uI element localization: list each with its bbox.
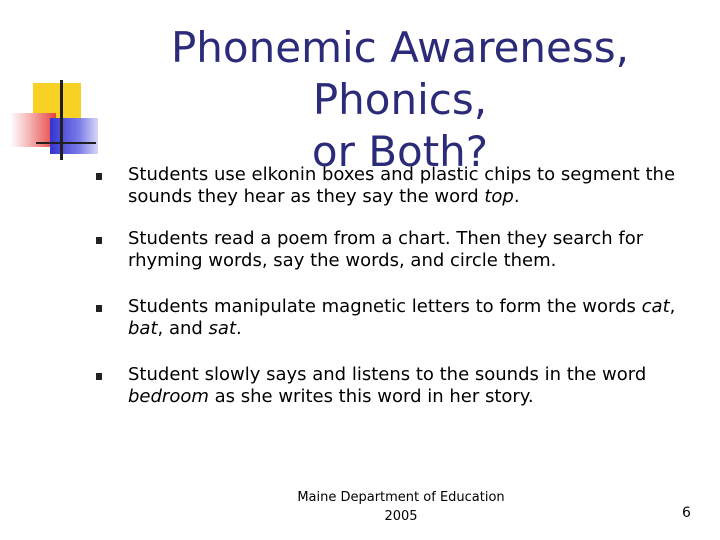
- bullet-3-emphasis-bat: bat: [128, 318, 158, 339]
- footer-line-2: 2005: [384, 509, 418, 524]
- bullet-3-emphasis-sat: sat: [208, 318, 237, 339]
- title-line-2: or Both?: [311, 127, 489, 176]
- bullet-1-end: .: [513, 186, 520, 207]
- bullet-3-emphasis-cat: cat: [641, 296, 670, 317]
- bullet-1-text: Students use elkonin boxes and plastic chips to segment the sounds they hear as they say the word: [128, 164, 676, 207]
- bullet-3-end: .: [236, 318, 242, 339]
- page-number: 6: [682, 505, 691, 521]
- footer: [296, 488, 506, 526]
- bullet-4-text: Student slowly says and listens to the sounds in the word: [128, 364, 647, 385]
- bullet-item-2: [128, 228, 688, 272]
- footer-line-1: Maine Department of Education: [297, 490, 505, 505]
- bullet-4-end: as she writes this word in her story.: [208, 386, 534, 407]
- bullet-2-text: Students read a poem from a chart. Then they search for rhyming words, say the words, and circle them.: [128, 228, 644, 271]
- bullet-item-1: [128, 164, 688, 208]
- bullet-3-and: , and: [157, 318, 209, 339]
- bullet-4-emphasis: bedroom: [128, 386, 209, 407]
- title-line-1: Phonemic Awareness, Phonics,: [170, 23, 629, 124]
- bullet-1-emphasis: top: [484, 186, 514, 207]
- bullet-marker: [96, 173, 102, 180]
- bullet-3-text: Students manipulate magnetic letters to form the words: [128, 296, 642, 317]
- bullet-item-3: [128, 296, 688, 340]
- bullet-marker: [96, 237, 102, 244]
- logo-vertical-line: [60, 80, 63, 160]
- bullet-item-4: [128, 364, 688, 408]
- bullet-3-comma: ,: [669, 296, 676, 317]
- bullet-marker: [96, 373, 102, 380]
- slide-title: [80, 22, 720, 178]
- bullet-marker: [96, 305, 102, 312]
